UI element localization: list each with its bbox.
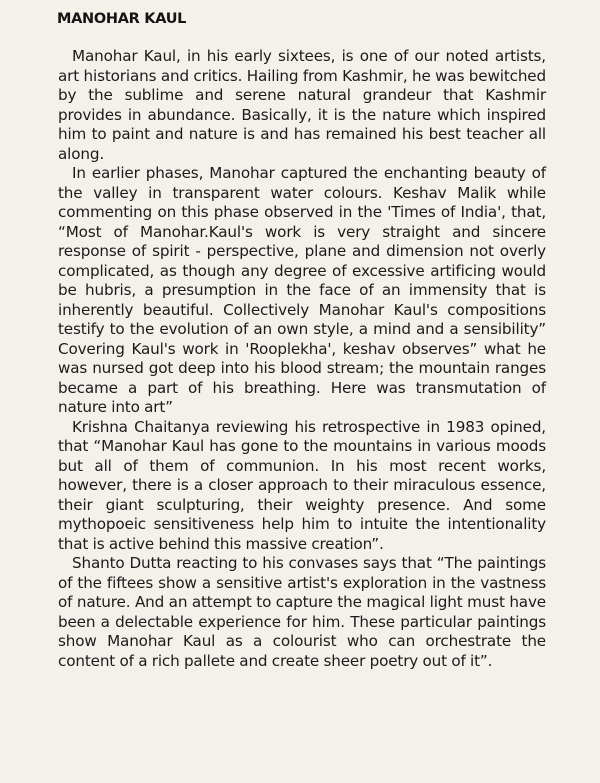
- page-title: MANOHAR KAUL: [57, 11, 187, 27]
- paragraph-intro: Manohar Kaul, in his early sixtees, is one of our noted artists, art historians and critics. Hailing from Kashmir, he was bewitched by the sublime and serene natural grandeur that Kashmir provides in abundance. Basically, it is the nature which inspired him to paint and nature is and has remained his best teacher all along.: [58, 47, 546, 163]
- paragraph-earlier-phases: In earlier phases, Manohar captured the enchanting beauty of the valley in transparent water colours. Keshav Malik while commenting on this phase observed in the 'Times of India', that, “Most of Manohar.Kaul's work is very straight and sincere response of spirit - perspective, plane and dimension not overly complicated, as though any degree of excessive artificing would be hubris, a presumption in the face of an immensity that is inherently beautiful. Collectively Manohar Kaul's compositions testify to the evolution of an own style, a mind and a sensibility” Covering Kaul's work in 'Rooplekha', keshav observes” what he was nursed got deep into his blood stream; the mountain ranges became a part of his breathing. Here was transmutation of nature into art”: [58, 164, 546, 416]
- article-body: [58, 47, 546, 671]
- paragraph-retrospective: Krishna Chaitanya reviewing his retrospective in 1983 opined, that “Manohar Kaul has gone to the mountains in various moods but all of them of communion. In his most recent works, however, there is a closer approach to their miraculous essence, their giant sculpturing, their weighty presence. And some mythopoeic sensitiveness help him to intuite the intentionality that is active behind this massive creation”.: [58, 417, 546, 553]
- paragraph-canvases: Shanto Dutta reacting to his convases says that “The paintings of the fiftees show a sensitive artist's exploration in the vastness of nature. And an attempt to capture the magical light must have been a delectable experience for him. These particular paintings show Manohar Kaul as a colourist who can orchestrate the content of a rich pallete and create sheer poetry out of it”.: [58, 554, 546, 670]
